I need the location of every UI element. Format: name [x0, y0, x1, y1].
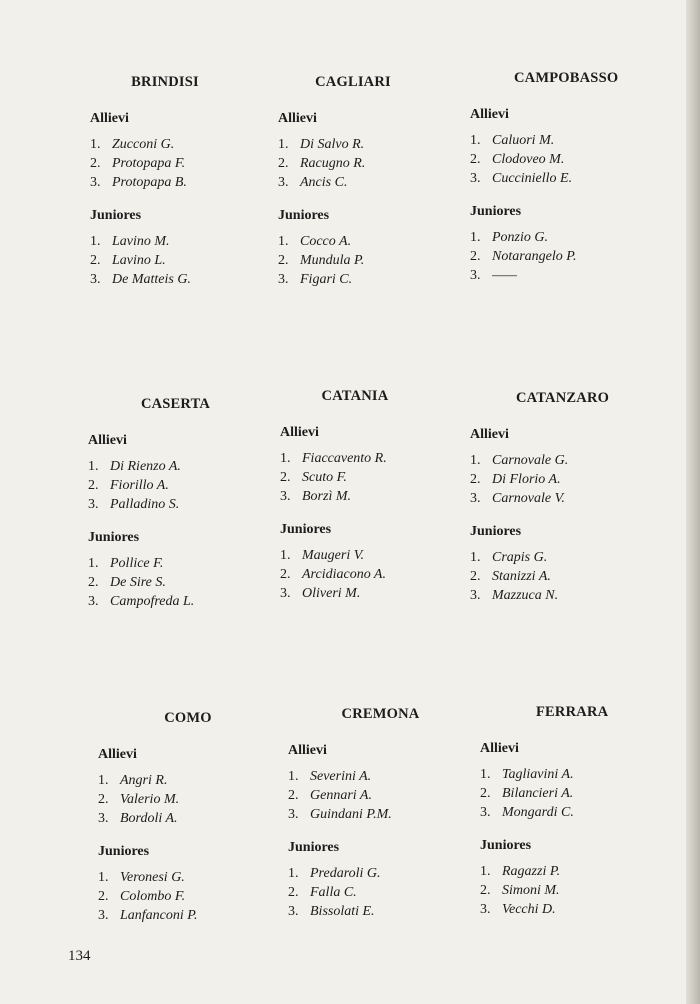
juniores-list [288, 864, 488, 921]
rank-number: 2. [280, 470, 291, 485]
juniores-list [470, 228, 670, 285]
athlete-name: Oliveri M. [302, 586, 361, 601]
list-item [470, 470, 670, 489]
allievi-heading: Allievi [98, 747, 137, 762]
athlete-name: Ponzio G. [492, 230, 548, 245]
list-item [288, 902, 488, 921]
athlete-name: Zucconi G. [112, 137, 175, 152]
athlete-name: Di Rienzo A. [110, 459, 181, 474]
city-heading: CATANZARO [516, 390, 610, 406]
list-item [98, 771, 298, 790]
athlete-name: Lavino M. [112, 234, 170, 249]
list-item [280, 546, 480, 565]
list-item [280, 487, 480, 506]
athlete-name: Di Salvo R. [300, 137, 365, 152]
juniores-heading: Juniores [470, 204, 522, 219]
rank-number: 1. [470, 230, 481, 245]
section-cremona [288, 706, 488, 921]
list-item [98, 868, 298, 887]
athlete-name: Tagliavini A. [502, 767, 574, 782]
athlete-name: Lavino L. [112, 253, 166, 268]
juniores-heading: Juniores [288, 840, 340, 855]
rank-number: 3. [470, 491, 481, 506]
list-item [88, 592, 288, 611]
juniores-heading: Juniores [90, 208, 142, 223]
athlete-name: Vecchi D. [502, 902, 556, 917]
juniores-list [278, 232, 478, 289]
city-heading: BRINDISI [131, 74, 199, 90]
rank-number: 1. [480, 864, 491, 879]
athlete-name: Simoni M. [502, 883, 560, 898]
section-cagliari [278, 74, 478, 289]
rank-number: 3. [90, 272, 101, 287]
list-item [288, 864, 488, 883]
page-edge-shadow [686, 0, 700, 1004]
section-ferrara [480, 704, 680, 919]
rank-number: 1. [278, 234, 289, 249]
rank-number: 2. [470, 569, 481, 584]
athlete-name: Carnovale G. [492, 453, 569, 468]
page-number: 134 [68, 948, 91, 964]
list-item [470, 131, 670, 150]
list-item [98, 809, 298, 828]
rank-number: 3. [278, 175, 289, 190]
juniores-list [90, 232, 290, 289]
list-item [280, 584, 480, 603]
athlete-name: Borzì M. [302, 489, 351, 504]
city-heading: CATANIA [321, 388, 389, 404]
list-item [98, 790, 298, 809]
list-item [90, 232, 290, 251]
athlete-name: Clodoveo M. [492, 152, 565, 167]
athlete-name: Lanfanconi P. [120, 908, 198, 923]
athlete-name: Guindani P.M. [310, 807, 392, 822]
section-campobasso [470, 70, 670, 285]
rank-number: 3. [288, 807, 299, 822]
athlete-name: Figari C. [300, 272, 353, 287]
list-item [90, 173, 290, 192]
rank-number: 2. [470, 472, 481, 487]
list-item [480, 803, 680, 822]
rank-number: 3. [88, 497, 99, 512]
city-heading: COMO [164, 710, 212, 726]
athlete-name: Ancis C. [300, 175, 348, 190]
juniores-heading: Juniores [470, 524, 522, 539]
juniores-heading: Juniores [280, 522, 332, 537]
rank-number: 1. [480, 767, 491, 782]
rank-number: 3. [470, 171, 481, 186]
rank-number: 3. [90, 175, 101, 190]
rank-number: 1. [288, 866, 299, 881]
athlete-name: Cucciniello E. [492, 171, 573, 186]
list-item [88, 457, 288, 476]
athlete-name: De Matteis G. [112, 272, 191, 287]
list-item [470, 451, 670, 470]
city-heading: CASERTA [140, 396, 211, 412]
list-item [480, 881, 680, 900]
list-item [480, 784, 680, 803]
city-heading: FERRARA [536, 704, 609, 720]
athlete-name: Mongardi C. [502, 805, 574, 820]
juniores-heading: Juniores [88, 530, 140, 545]
rank-number: 2. [88, 575, 99, 590]
allievi-list [90, 135, 290, 192]
list-item [470, 489, 670, 508]
allievi-heading: Allievi [280, 425, 319, 440]
allievi-list [88, 457, 288, 514]
list-item [288, 767, 488, 786]
rank-number: 2. [480, 883, 491, 898]
rank-number: 1. [278, 137, 289, 152]
rank-number: 2. [98, 792, 109, 807]
athlete-name: Mazzuca N. [492, 588, 559, 603]
list-item [278, 154, 478, 173]
list-item [480, 765, 680, 784]
allievi-heading: Allievi [470, 427, 509, 442]
athlete-name: Fiaccavento R. [302, 451, 387, 466]
allievi-heading: Allievi [480, 741, 519, 756]
list-item [90, 154, 290, 173]
rank-number: 1. [470, 453, 481, 468]
rank-number: 2. [470, 152, 481, 167]
allievi-heading: Allievi [288, 743, 327, 758]
allievi-heading: Allievi [278, 111, 317, 126]
athlete-name: Protopapa F. [112, 156, 186, 171]
rank-number: 1. [88, 556, 99, 571]
athlete-name: Caluori M. [492, 133, 555, 148]
city-heading: CREMONA [341, 706, 420, 722]
rank-number: 3. [288, 904, 299, 919]
juniores-list [470, 548, 670, 605]
rank-number: 1. [280, 548, 291, 563]
athlete-name: Mundula P. [300, 253, 365, 268]
rank-number: 2. [278, 253, 289, 268]
athlete-name: Di Florio A. [492, 472, 561, 487]
rank-number: 2. [278, 156, 289, 171]
athlete-name: Bordoli A. [120, 811, 178, 826]
athlete-name: Protopapa B. [112, 175, 187, 190]
allievi-heading: Allievi [88, 433, 127, 448]
rank-number: 2. [280, 567, 291, 582]
rank-number: 2. [480, 786, 491, 801]
list-item [88, 476, 288, 495]
list-item [88, 573, 288, 592]
list-item [470, 150, 670, 169]
list-item [470, 266, 670, 285]
athlete-name: Ragazzi P. [502, 864, 561, 879]
rank-number: 2. [88, 478, 99, 493]
rank-number: 1. [90, 234, 101, 249]
athlete-name: Scuto F. [302, 470, 347, 485]
list-item [288, 786, 488, 805]
list-item [280, 468, 480, 487]
city-heading: CAMPOBASSO [514, 70, 619, 86]
list-item [278, 173, 478, 192]
athlete-name: Bilancieri A. [502, 786, 574, 801]
juniores-list [98, 868, 298, 925]
athlete-name: Veronesi G. [120, 870, 185, 885]
rank-number: 3. [98, 908, 109, 923]
athlete-name: Predaroli G. [310, 866, 381, 881]
section-catanzaro [470, 390, 670, 605]
athlete-name: Severini A. [310, 769, 372, 784]
athlete-name: Pollice F. [110, 556, 164, 571]
athlete-name: Campofreda L. [110, 594, 195, 609]
list-item [90, 270, 290, 289]
athlete-name: Crapis G. [492, 550, 548, 565]
juniores-heading: Juniores [98, 844, 150, 859]
rank-number: 1. [98, 870, 109, 885]
juniores-list [88, 554, 288, 611]
section-como [98, 710, 298, 925]
rank-number: 3. [88, 594, 99, 609]
rank-number: 3. [480, 902, 491, 917]
list-item [470, 548, 670, 567]
allievi-heading: Allievi [470, 107, 509, 122]
athlete-name: Palladino S. [110, 497, 180, 512]
allievi-list [480, 765, 680, 822]
athlete-name: Bissolati E. [310, 904, 375, 919]
rank-number: 2. [470, 249, 481, 264]
juniores-list [480, 862, 680, 919]
rank-number: 1. [280, 451, 291, 466]
list-item [90, 135, 290, 154]
rank-number: 2. [90, 156, 101, 171]
athlete-name: De Sire S. [110, 575, 166, 590]
list-item [288, 883, 488, 902]
athlete-name: Colombo F. [120, 889, 186, 904]
juniores-heading: Juniores [480, 838, 532, 853]
allievi-heading: Allievi [90, 111, 129, 126]
athlete-name: Racugno R. [300, 156, 366, 171]
rank-number: 3. [278, 272, 289, 287]
athlete-name: —— [492, 268, 517, 283]
section-caserta [88, 396, 288, 611]
list-item [88, 554, 288, 573]
rank-number: 2. [98, 889, 109, 904]
rank-number: 1. [88, 459, 99, 474]
rank-number: 3. [470, 588, 481, 603]
list-item [98, 906, 298, 925]
athlete-name: Gennari A. [310, 788, 372, 803]
rank-number: 3. [470, 268, 481, 283]
athlete-name: Stanizzi A. [492, 569, 551, 584]
list-item [470, 228, 670, 247]
rank-number: 1. [98, 773, 109, 788]
rank-number: 3. [280, 586, 291, 601]
list-item [480, 862, 680, 881]
athlete-name: Notarangelo P. [492, 249, 577, 264]
athlete-name: Fiorillo A. [110, 478, 169, 493]
list-item [88, 495, 288, 514]
section-catania [280, 388, 480, 603]
allievi-list [280, 449, 480, 506]
city-heading: CAGLIARI [315, 74, 391, 90]
allievi-list [98, 771, 298, 828]
list-item [278, 251, 478, 270]
list-item [288, 805, 488, 824]
athlete-name: Cocco A. [300, 234, 352, 249]
athlete-name: Angri R. [120, 773, 168, 788]
list-item [480, 900, 680, 919]
rank-number: 1. [470, 550, 481, 565]
rank-number: 1. [288, 769, 299, 784]
list-item [90, 251, 290, 270]
rank-number: 1. [470, 133, 481, 148]
list-item [278, 232, 478, 251]
section-brindisi [90, 74, 290, 289]
rank-number: 1. [90, 137, 101, 152]
list-item [280, 565, 480, 584]
juniores-list [280, 546, 480, 603]
allievi-list [288, 767, 488, 824]
list-item [278, 135, 478, 154]
list-item [278, 270, 478, 289]
list-item [470, 586, 670, 605]
rank-number: 2. [90, 253, 101, 268]
list-item [470, 247, 670, 266]
allievi-list [470, 131, 670, 188]
athlete-name: Maugeri V. [302, 548, 364, 563]
list-item [470, 169, 670, 188]
list-item [98, 887, 298, 906]
juniores-heading: Juniores [278, 208, 330, 223]
rank-number: 2. [288, 788, 299, 803]
athlete-name: Valerio M. [120, 792, 180, 807]
rank-number: 2. [288, 885, 299, 900]
athlete-name: Carnovale V. [492, 491, 565, 506]
rank-number: 3. [480, 805, 491, 820]
athlete-name: Arcidiacono A. [302, 567, 386, 582]
allievi-list [470, 451, 670, 508]
rank-number: 3. [98, 811, 109, 826]
allievi-list [278, 135, 478, 192]
rank-number: 3. [280, 489, 291, 504]
athlete-name: Falla C. [310, 885, 357, 900]
list-item [280, 449, 480, 468]
list-item [470, 567, 670, 586]
